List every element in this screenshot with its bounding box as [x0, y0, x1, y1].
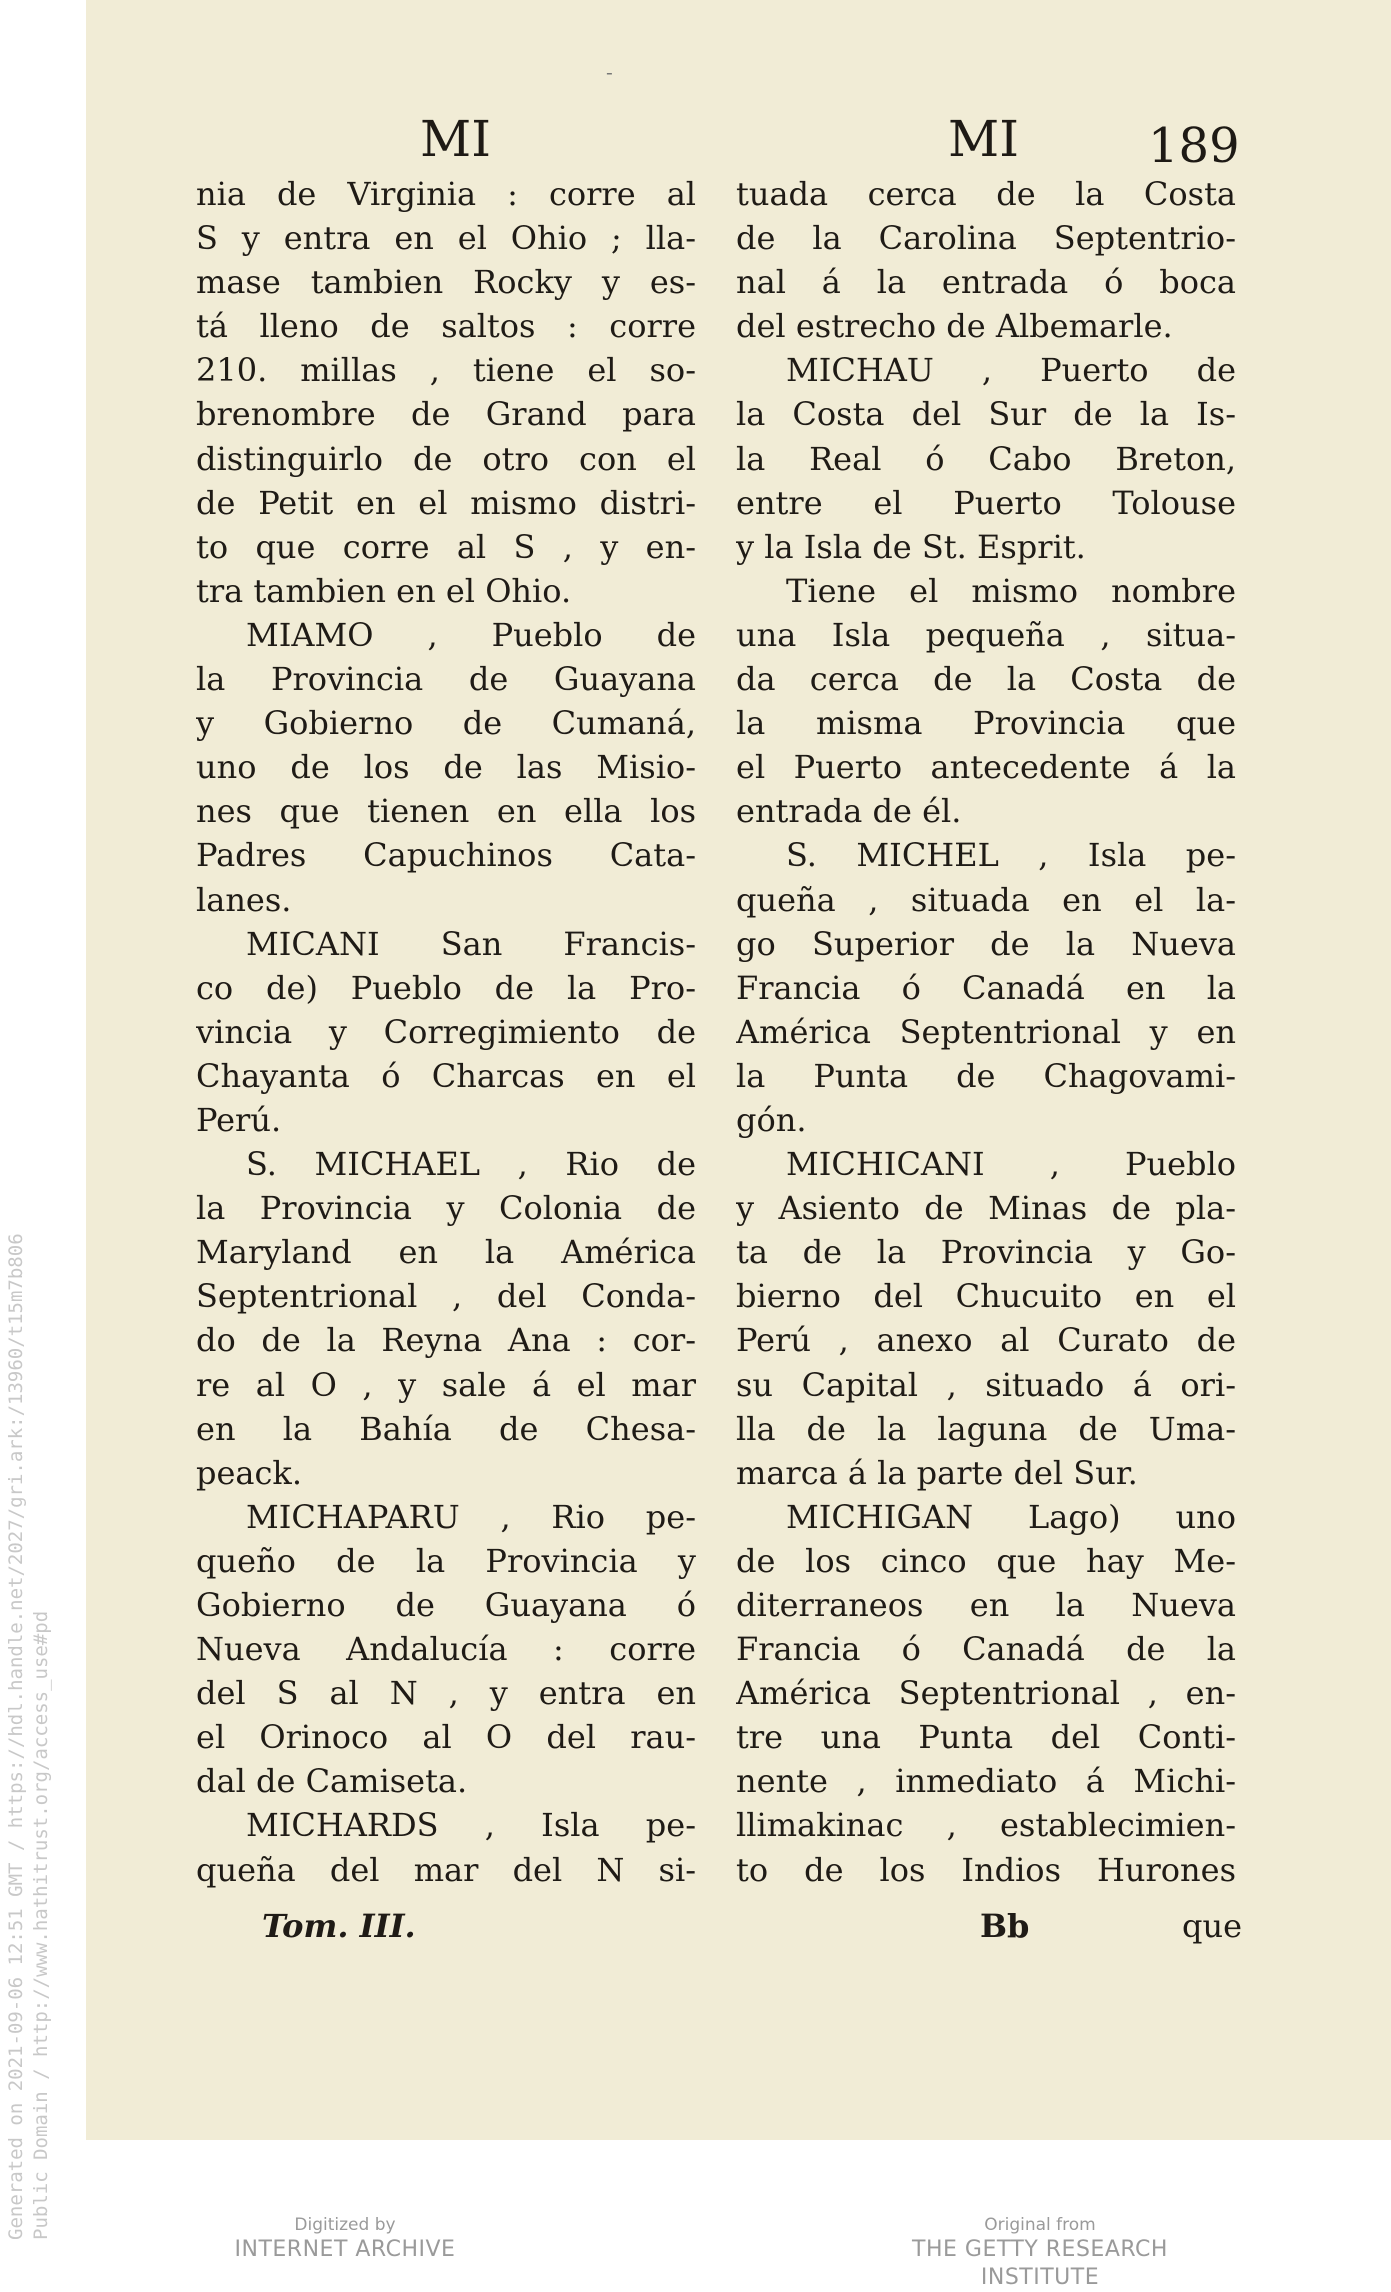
- text-line: Tiene el mismo nombre: [786, 571, 1236, 610]
- text-line: S. MICHAEL , Rio de: [246, 1145, 696, 1184]
- right-text-column: [736, 172, 1236, 1892]
- text-line: en la Bahía de Chesa-: [196, 1409, 696, 1448]
- text-line: tra tambien en el Ohio.: [196, 571, 572, 610]
- text-line: la Costa del Sur de la Is-: [736, 395, 1236, 434]
- text-line: marca á la parte del Sur.: [736, 1453, 1138, 1492]
- text-line: distinguirlo de otro con el: [196, 439, 696, 478]
- text-line: diterraneos en la Nueva: [736, 1586, 1236, 1624]
- text-line: Perú.: [196, 1100, 282, 1139]
- text-line: MICHAPARU , Rio pe-: [246, 1497, 696, 1536]
- text-line: nente , inmediato á Michi-: [736, 1762, 1236, 1801]
- text-line: nia de Virginia : corre al: [196, 175, 696, 213]
- text-line: vincia y Corregimiento de: [196, 1012, 696, 1051]
- hathitrust-generation-stamp: [4, 1140, 54, 2240]
- text-line: Maryland en la América: [196, 1233, 696, 1272]
- text-line: su Capital , situado á ori-: [736, 1365, 1236, 1404]
- text-line: queña del mar del N si-: [196, 1850, 696, 1889]
- text-line: la Provincia de Guayana: [196, 660, 696, 699]
- text-line: lanes.: [196, 880, 292, 919]
- top-dash-mark: -: [606, 60, 613, 84]
- text-line: MICHARDS , Isla pe-: [246, 1806, 696, 1845]
- text-line: peack.: [196, 1453, 302, 1492]
- text-line: S. MICHEL , Isla pe-: [786, 836, 1236, 875]
- text-line: MIAMO , Pueblo de: [246, 615, 696, 654]
- text-line: de Petit en el mismo distri-: [196, 483, 696, 522]
- text-line: MICHICANI , Pueblo: [786, 1145, 1236, 1184]
- text-line: Francia ó Canadá de la: [736, 1630, 1236, 1669]
- text-line: nal á la entrada ó boca: [736, 263, 1236, 302]
- text-line: llimakinac , establecimien-: [736, 1806, 1236, 1845]
- getty-research-institute-label: THE GETTY RESEARCH INSTITUTE: [912, 2237, 1168, 2290]
- text-line: Padres Capuchinos Cata-: [196, 836, 696, 875]
- text-line: el Puerto antecedente á la: [736, 748, 1236, 787]
- text-line: tre una Punta del Conti-: [736, 1718, 1236, 1757]
- text-line: S y entra en el Ohio ; lla-: [196, 219, 696, 258]
- text-line: una Isla pequeña , situa-: [736, 615, 1236, 654]
- text-line: gón.: [736, 1100, 807, 1139]
- text-line: re al O , y sale á el mar: [196, 1365, 696, 1404]
- text-line: la misma Provincia que: [736, 704, 1236, 743]
- left-text-column: [196, 172, 696, 1892]
- text-line: nes que tienen en ella los: [196, 792, 696, 831]
- text-line: Chayanta ó Charcas en el: [196, 1056, 696, 1095]
- text-line: del estrecho de Albemarle.: [736, 307, 1173, 346]
- text-line: la Provincia y Colonia de: [196, 1189, 696, 1228]
- text-line: Nueva Andalucía : corre: [196, 1630, 696, 1669]
- text-line: Septentrional , del Conda-: [196, 1277, 696, 1316]
- text-line: el Orinoco al O del rau-: [196, 1718, 696, 1757]
- running-head-right: MI: [948, 110, 1019, 168]
- text-line: MICHAU , Puerto de: [786, 351, 1236, 390]
- text-line: la Real ó Cabo Breton,: [736, 439, 1236, 478]
- text-line: to de los Indios Hurones: [736, 1850, 1236, 1889]
- text-line: queño de la Provincia y: [196, 1541, 696, 1580]
- text-line: co de) Pueblo de la Pro-: [196, 968, 696, 1007]
- catchword: que: [1182, 1907, 1243, 1945]
- text-line: 210. millas , tiene el so-: [196, 351, 696, 390]
- text-line: entre el Puerto Tolouse: [736, 483, 1236, 522]
- stamp-line-public-domain: Public Domain / http://www.hathitrust.org/access_use#pd: [30, 1610, 52, 2240]
- text-line: del S al N , y entra en: [196, 1674, 696, 1713]
- text-line: do de la Reyna Ana : cor-: [196, 1321, 696, 1360]
- text-line: Perú , anexo al Curato de: [736, 1321, 1236, 1360]
- original-from-credit: [850, 2214, 1230, 2292]
- digitized-by-credit: [225, 2214, 465, 2264]
- text-line: dal de Camiseta.: [196, 1762, 468, 1801]
- volume-signature: Tom. III.: [262, 1907, 416, 1945]
- text-line: tuada cerca de la Costa: [736, 175, 1236, 213]
- internet-archive-label: INTERNET ARCHIVE: [234, 2237, 456, 2262]
- text-line: uno de los de las Misio-: [196, 748, 696, 787]
- text-line: América Septentrional , en-: [736, 1674, 1236, 1713]
- text-line: y Gobierno de Cumaná,: [196, 704, 696, 743]
- stamp-line-generated: Generated on 2021-09-06 12:51 GMT / https://hdl.handle.net/2027/gri.ark:/13960/t15m7b806: [5, 1233, 27, 2240]
- text-line: MICHIGAN Lago) uno: [786, 1497, 1236, 1536]
- text-line: la Punta de Chagovami-: [736, 1056, 1236, 1095]
- text-line: y Asiento de Minas de pla-: [736, 1189, 1236, 1228]
- text-line: lla de la laguna de Uma-: [736, 1409, 1236, 1448]
- text-line: entrada de él.: [736, 792, 962, 831]
- text-line: y la Isla de St. Esprit.: [736, 527, 1086, 566]
- text-line: MICANI San Francis-: [246, 924, 696, 963]
- text-line: to que corre al S , y en-: [196, 527, 696, 566]
- digitized-by-label: Digitized by: [294, 2215, 396, 2235]
- running-head-left: MI: [420, 110, 491, 168]
- text-line: tá lleno de saltos : corre: [196, 307, 696, 346]
- text-line: Francia ó Canadá en la: [736, 968, 1236, 1007]
- text-line: ta de la Provincia y Go-: [736, 1233, 1236, 1272]
- text-line: de los cinco que hay Me-: [736, 1541, 1236, 1580]
- gathering-signature: Bb: [980, 1907, 1030, 1945]
- text-line: Gobierno de Guayana ó: [196, 1586, 696, 1624]
- original-from-label: Original from: [984, 2215, 1096, 2235]
- text-line: queña , situada en el la-: [736, 880, 1236, 919]
- text-line: mase tambien Rocky y es-: [196, 263, 696, 302]
- page-number: 189: [1148, 118, 1240, 174]
- text-line: de la Carolina Septentrio-: [736, 219, 1236, 258]
- text-line: bierno del Chucuito en el: [736, 1277, 1236, 1316]
- text-line: da cerca de la Costa de: [736, 660, 1236, 699]
- text-line: América Septentrional y en: [736, 1012, 1236, 1051]
- text-line: brenombre de Grand para: [196, 395, 696, 434]
- text-line: go Superior de la Nueva: [736, 924, 1236, 963]
